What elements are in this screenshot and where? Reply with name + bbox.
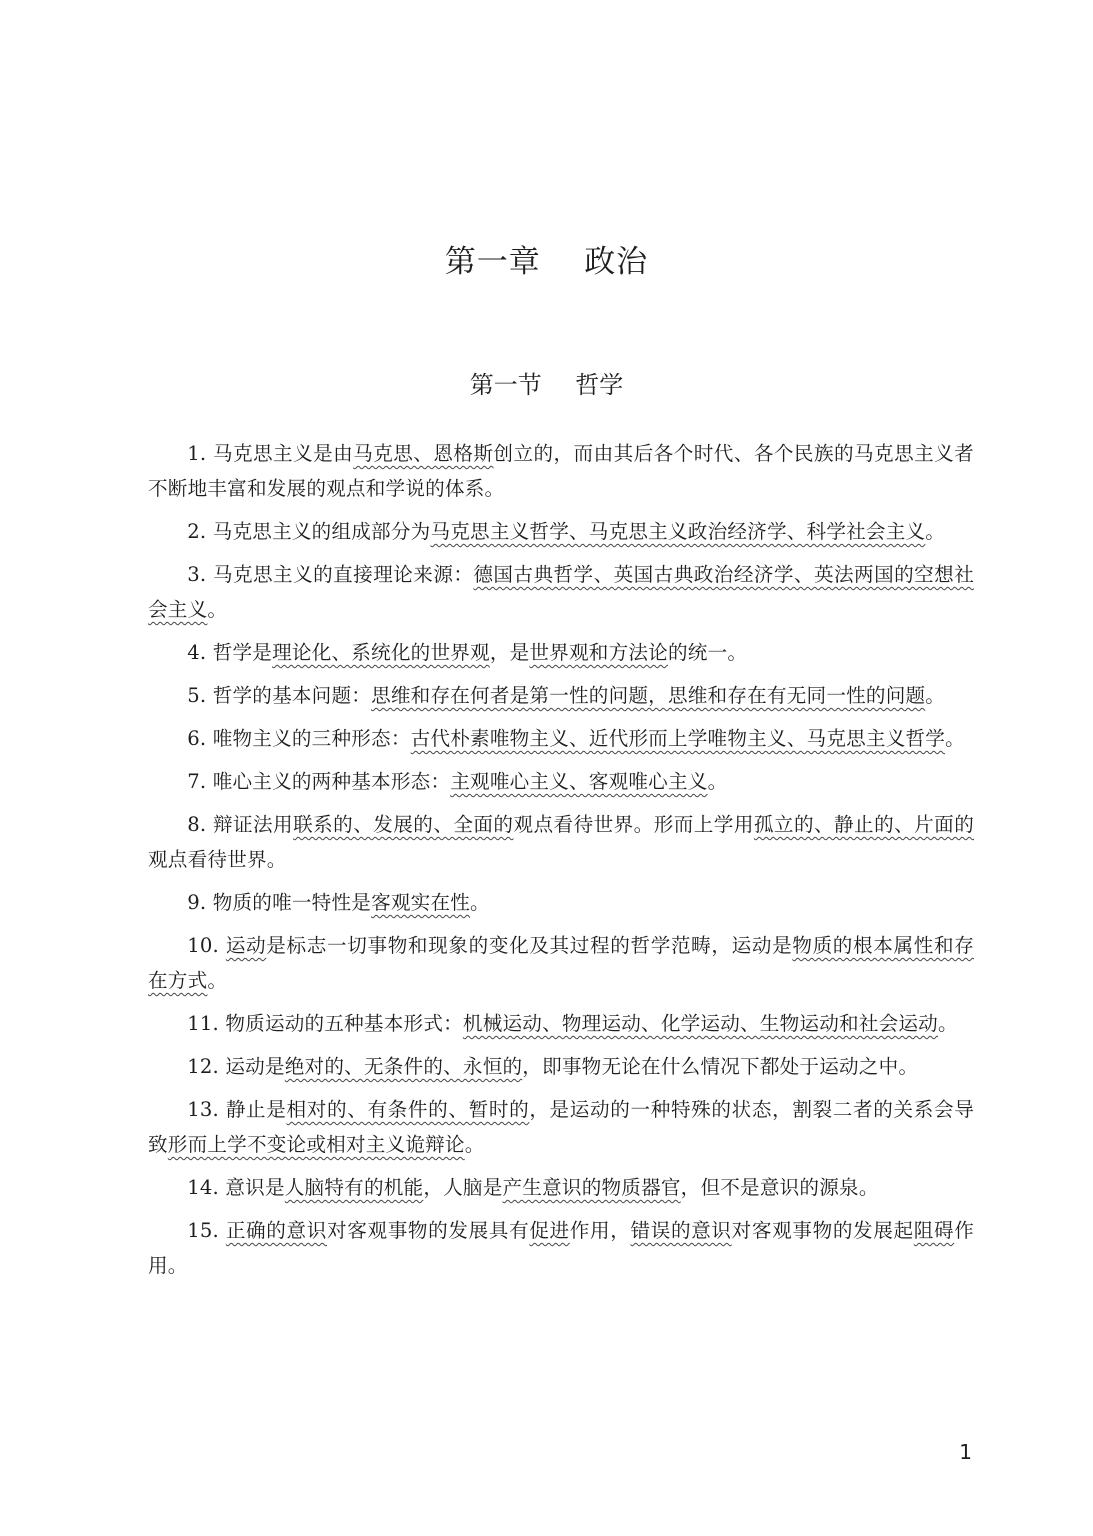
key-phrase: 世界观和方法论: [529, 641, 668, 664]
text-segment: 。: [937, 1012, 958, 1035]
section-number: 第一节: [469, 371, 542, 399]
list-item: [148, 436, 974, 506]
text-segment: ，是: [489, 641, 530, 664]
key-phrase: 孤立的、静止的、片面的: [753, 813, 975, 836]
text-segment: 。: [464, 1133, 485, 1156]
text-segment: 。: [470, 891, 490, 914]
key-phrase: 马克思、恩格斯: [353, 442, 494, 465]
text-segment: 13. 静止是: [187, 1098, 287, 1121]
chapter-title: [0, 236, 1093, 281]
text-segment: 。: [925, 684, 946, 707]
list-item: [148, 1170, 974, 1205]
list-item: [148, 1049, 974, 1084]
list-item: [148, 635, 974, 670]
key-phrase: 马克思主义哲学、马克思主义政治经济学、科学社会主义: [430, 520, 926, 543]
list-item: [148, 1092, 974, 1162]
list-item: [148, 807, 974, 877]
key-phrase: 正确的意识: [225, 1219, 327, 1242]
chapter-number: 第一章: [444, 244, 541, 280]
text-segment: 10.: [187, 934, 226, 957]
text-segment: 12. 运动是: [187, 1055, 285, 1078]
key-phrase: 古代朴素唯物主义、近代形而上学唯物主义、马克思主义哲学: [410, 727, 946, 750]
key-phrase: 思维和存在何者是第一性的问题，思维和存在有无同一性的问题: [371, 684, 926, 707]
key-phrase: 产生意识的物质器官: [502, 1176, 681, 1199]
list-item: [148, 678, 974, 713]
text-segment: 。: [707, 770, 728, 793]
text-segment: 8. 辩证法用: [187, 813, 294, 836]
section-title: [0, 365, 1093, 400]
key-phrase: 联系的、发展的、全面的: [293, 813, 514, 836]
text-segment: 观点看待世界。: [148, 848, 287, 871]
text-segment: 。: [945, 727, 965, 750]
text-segment: 。: [925, 520, 946, 543]
text-segment: ，但不是意识的源泉。: [680, 1176, 879, 1199]
key-phrase: 人脑特有的机能: [284, 1176, 424, 1199]
text-segment: 对客观事物的发展起: [731, 1219, 914, 1242]
key-phrase: 客观实在性: [371, 891, 471, 914]
text-segment: ，即事物无论在什么情况下都处于运动之中。: [522, 1055, 919, 1078]
list-item: [148, 885, 974, 920]
key-phrase: 物质的根本属性和存在方式: [148, 934, 974, 992]
text-segment: 9. 物质的唯一特性是: [187, 891, 372, 914]
text-segment: 1. 马克思主义是由: [187, 442, 354, 465]
text-segment: 15.: [187, 1219, 226, 1242]
list-item: [148, 557, 974, 627]
key-phrase: 错误的意识: [630, 1219, 732, 1242]
key-phrase: 促进: [529, 1219, 570, 1242]
list-item: [148, 764, 974, 799]
text-segment: 作用。: [148, 1219, 975, 1277]
text-segment: 5. 哲学的基本问题：: [187, 684, 372, 707]
list-item: [148, 1213, 974, 1283]
text-segment: 6. 唯物主义的三种形态：: [187, 727, 411, 750]
list-item: [148, 721, 974, 756]
text-segment: 。: [207, 598, 228, 621]
list-item: [148, 928, 974, 998]
text-segment: 观点看待世界。形而上学用: [513, 813, 754, 836]
key-phrase: 主观唯心主义、客观唯心主义: [450, 770, 708, 793]
text-segment: 作用，: [569, 1219, 631, 1242]
text-segment: 对客观事物的发展具有: [327, 1219, 530, 1242]
chapter-name: 政治: [584, 244, 649, 280]
key-phrase: 机械运动、物理运动、化学运动、生物运动和社会运动: [462, 1012, 938, 1035]
text-segment: 的统一。: [667, 641, 748, 664]
list-item: [148, 1006, 974, 1041]
key-phrase: 理论化、系统化的世界观: [272, 641, 490, 664]
text-segment: 11. 物质运动的五种基本形式：: [187, 1012, 463, 1035]
key-phrase: 形而上学不变论或相对主义诡辩论: [167, 1133, 465, 1156]
text-segment: 4. 哲学是: [187, 641, 273, 664]
page-number: 1: [959, 1440, 972, 1464]
key-phrase: 运动: [225, 934, 267, 957]
key-phrase: 绝对的、无条件的、永恒的: [284, 1055, 523, 1078]
text-segment: 7. 唯心主义的两种基本形态：: [187, 770, 451, 793]
key-phrase: 相对的、有条件的、暂时的: [286, 1098, 530, 1121]
text-segment: 14. 意识是: [187, 1176, 285, 1199]
text-segment: 。: [207, 969, 228, 992]
text-segment: 2. 马克思主义的组成部分为: [187, 520, 431, 543]
key-phrase: 阻碍: [913, 1219, 955, 1242]
list-item: [148, 514, 974, 549]
text-segment: 创立的，而由其后各个时代、各个民族的马克思主义者不断地丰富和发展的观点和学说的体系。: [148, 442, 974, 500]
section-name: 哲学: [575, 371, 624, 399]
text-segment: ，是运动的一种特殊的状态，割裂二者的关系会导致: [148, 1098, 974, 1156]
numbered-points-list: [148, 436, 974, 1291]
text-segment: ，人脑是: [423, 1176, 503, 1199]
key-phrase: 德国古典哲学、英国古典政治经济学、英法两国的空想社会主义: [148, 563, 974, 621]
text-segment: 是标志一切事物和现象的变化及其过程的哲学范畴，运动是: [266, 934, 793, 957]
text-segment: 3. 马克思主义的直接理论来源：: [187, 563, 474, 586]
